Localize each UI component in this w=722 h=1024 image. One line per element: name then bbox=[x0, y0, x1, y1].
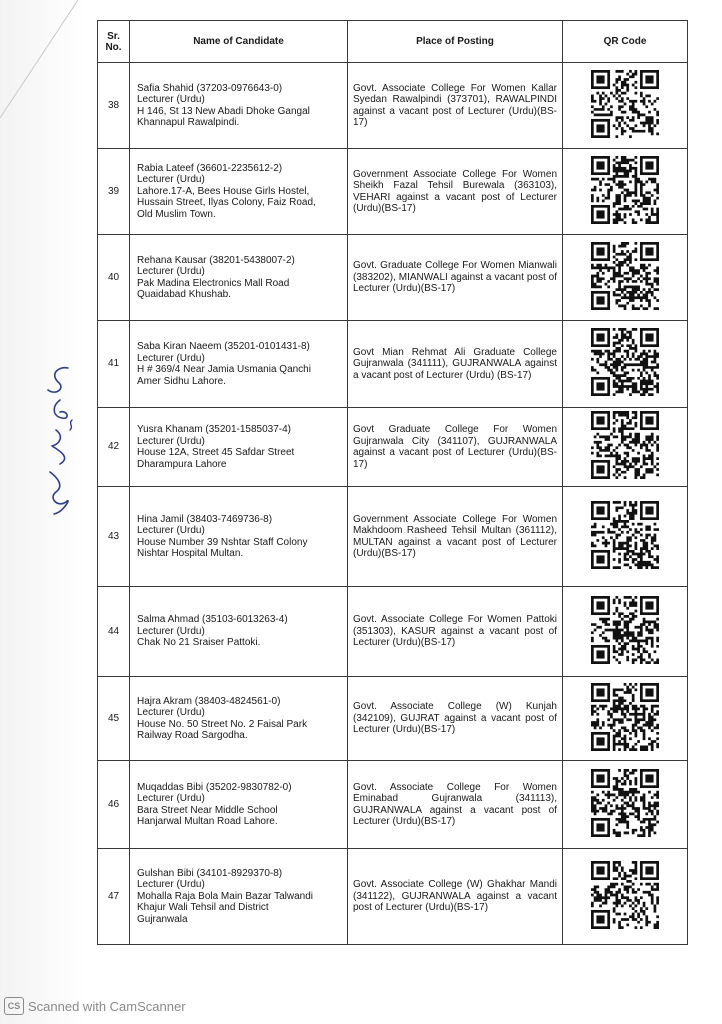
candidate-designation: Lecturer (Urdu) bbox=[137, 352, 205, 364]
candidate-details bbox=[130, 677, 348, 761]
candidate-details bbox=[130, 149, 348, 235]
posting-text: Govt. Associate College For Women Kallar Syedan Rawalpindi (373701), RAWALPINDI against a vacant post of Lecturer (Urdu)(BS-17) bbox=[353, 82, 557, 128]
place-of-posting bbox=[348, 487, 563, 587]
camscanner-logo: CS bbox=[4, 997, 24, 1015]
place-of-posting bbox=[348, 149, 563, 235]
candidate-designation: Lecturer (Urdu) bbox=[137, 525, 205, 536]
posting-text: Govt. Graduate College For Women Mianwali (383202), MIANWALI against a vacant post of Lecturer (Urdu)(BS-17) bbox=[353, 260, 557, 295]
place-of-posting bbox=[348, 408, 563, 487]
qr-code-cell bbox=[563, 408, 688, 487]
qr-code-cell bbox=[563, 761, 688, 849]
serial-number: 41 bbox=[98, 321, 130, 408]
posting-text: Govt. Associate College For Women Eminabad Gujranwala (341113), GUJRANWALA against a vacant post of Lecturer (Urdu)(BS-17) bbox=[353, 781, 557, 827]
serial-number: 46 bbox=[98, 761, 130, 849]
candidate-address-line: Old Muslim Town. bbox=[137, 208, 216, 220]
candidate-address-line: H 146, St 13 New Abadi Dhoke Gangal bbox=[137, 105, 310, 117]
candidate-designation: Lecturer (Urdu) bbox=[137, 793, 205, 804]
candidate-name-cnic: Hajra Akram (38403-4824561-0) bbox=[137, 695, 281, 707]
candidate-address-line: Hanjarwal Multan Road Lahore. bbox=[137, 816, 278, 827]
candidate-designation: Lecturer (Urdu) bbox=[137, 266, 205, 277]
posting-text: Government Associate College For Women Sheikh Fazal Tehsil Burewala (363103), VEHARI against a vacant post of Lecturer (Urdu)(BS-17) bbox=[353, 168, 557, 214]
candidate-details bbox=[130, 408, 348, 487]
candidate-address-line: Bara Street Near Middle School bbox=[137, 804, 278, 816]
candidate-designation: Lecturer (Urdu) bbox=[137, 94, 205, 105]
candidate-details bbox=[130, 63, 348, 149]
candidate-designation: Lecturer (Urdu) bbox=[137, 707, 205, 718]
candidate-address-line: Nishtar Hospital Multan. bbox=[137, 548, 244, 559]
serial-number: 47 bbox=[98, 849, 130, 945]
candidate-details bbox=[130, 487, 348, 587]
candidate-name-cnic: Hina Jamil (38403-7469736-8) bbox=[137, 513, 273, 525]
qr-code-cell bbox=[563, 677, 688, 761]
serial-number: 40 bbox=[98, 235, 130, 321]
candidate-details bbox=[130, 849, 348, 945]
candidate-details bbox=[130, 761, 348, 849]
qr-code-icon bbox=[591, 769, 659, 837]
candidate-name-cnic: Rabia Lateef (36601-2235612-2) bbox=[137, 162, 283, 174]
candidate-details bbox=[130, 235, 348, 321]
qr-code-cell bbox=[563, 235, 688, 321]
table-row bbox=[98, 761, 688, 849]
qr-code-cell bbox=[563, 587, 688, 677]
candidate-name-cnic: Saba Kiran Naeem (35201-0101431-8) bbox=[137, 341, 310, 352]
candidate-address-line: Khannapul Rawalpindi. bbox=[137, 117, 240, 128]
serial-number: 43 bbox=[98, 487, 130, 587]
qr-code-cell bbox=[563, 63, 688, 149]
candidate-address-line: Dharampura Lahore bbox=[137, 458, 227, 470]
posting-text: Govt. Associate College (W) Ghakhar Mandi (341122), GUJRANWALA against a vacant post of Lecturer (Urdu)(BS-17) bbox=[353, 879, 557, 914]
serial-number: 39 bbox=[98, 149, 130, 235]
candidate-address-line: Amer Sidhu Lahore. bbox=[137, 375, 226, 387]
serial-number: 44 bbox=[98, 587, 130, 677]
table-row bbox=[98, 408, 688, 487]
table-row bbox=[98, 63, 688, 149]
qr-code-cell bbox=[563, 487, 688, 587]
posting-text: Govt. Associate College For Women Pattoki (351303), KASUR against a vacant post of Lecturer (Urdu)(BS-17) bbox=[353, 614, 557, 649]
serial-number: 42 bbox=[98, 408, 130, 487]
candidate-designation: Lecturer (Urdu) bbox=[137, 435, 205, 447]
table-body bbox=[98, 63, 688, 945]
scanner-footer-text: Scanned with CamScanner bbox=[28, 998, 186, 1014]
candidate-address-line: House No. 50 Street No. 2 Faisal Park bbox=[137, 718, 308, 730]
qr-code-icon bbox=[591, 242, 659, 310]
candidate-address-line: Pak Madina Electronics Mall Road bbox=[137, 277, 290, 289]
handwritten-signature bbox=[38, 360, 88, 520]
header-name-of-candidate: Name of Candidate bbox=[130, 21, 348, 63]
candidate-designation: Lecturer (Urdu) bbox=[137, 174, 205, 186]
place-of-posting bbox=[348, 63, 563, 149]
candidate-address-line: Khajur Wali Tehsil and District bbox=[137, 902, 269, 914]
candidate-name-cnic: Muqaddas Bibi (35202-9830782-0) bbox=[137, 781, 292, 793]
qr-code-icon bbox=[591, 70, 659, 138]
place-of-posting bbox=[348, 761, 563, 849]
candidate-name-cnic: Salma Ahmad (35103-6013263-4) bbox=[137, 614, 288, 626]
candidate-details bbox=[130, 587, 348, 677]
qr-code-icon bbox=[591, 861, 659, 929]
qr-code-icon bbox=[591, 683, 659, 751]
candidate-address-line: House 12A, Street 45 Safdar Street bbox=[137, 447, 295, 458]
candidate-address-line: Quaidabad Khushab. bbox=[137, 289, 231, 300]
qr-code-icon bbox=[591, 411, 659, 479]
header-place-of-posting: Place of Posting bbox=[348, 21, 563, 63]
serial-number: 45 bbox=[98, 677, 130, 761]
candidate-address-line: Gujranwala bbox=[137, 913, 188, 925]
scanner-footer bbox=[4, 996, 186, 1016]
candidate-name-cnic: Yusra Khanam (35201-1585037-4) bbox=[137, 424, 291, 435]
posting-text: Govt. Associate College (W) Kunjah (342109), GUJRAT against a vacant post of Lecturer (Urdu)(BS-17) bbox=[353, 701, 557, 736]
place-of-posting bbox=[348, 587, 563, 677]
qr-code-icon bbox=[591, 596, 659, 664]
table-row bbox=[98, 149, 688, 235]
serial-number: 38 bbox=[98, 63, 130, 149]
posting-table bbox=[97, 20, 688, 945]
table-row bbox=[98, 677, 688, 761]
candidate-address-line: H # 369/4 Near Jamia Usmania Qanchi bbox=[137, 364, 311, 375]
candidate-name-cnic: Gulshan Bibi (34101-8929370-8) bbox=[137, 867, 283, 879]
table-row bbox=[98, 849, 688, 945]
header-sr-no: Sr. No. bbox=[98, 21, 130, 63]
posting-text: Government Associate College For Women Makhdoom Rasheed Tehsil Multan (361112), MULTAN against a vacant post of Lecturer (Urdu)(BS-17) bbox=[353, 513, 557, 559]
qr-code-icon bbox=[591, 501, 659, 569]
posting-text: Govt Graduate College For Women Gujranwala City (341107), GUJRANWALA against a vacant post of Lecturer (Urdu)(BS-17) bbox=[353, 424, 557, 470]
table-row bbox=[98, 487, 688, 587]
candidate-address-line: House Number 39 Nshtar Staff Colony bbox=[137, 536, 308, 548]
candidate-address-line: Railway Road Sargodha. bbox=[137, 730, 248, 741]
posting-text: Govt Mian Rehmat Ali Graduate College Gujranwala (341111), GUJRANWALA against a vacant post of Lecturer (Urdu) (BS-17) bbox=[353, 346, 557, 381]
table-row bbox=[98, 235, 688, 321]
place-of-posting bbox=[348, 235, 563, 321]
candidate-designation: Lecturer (Urdu) bbox=[137, 625, 205, 637]
candidate-name-cnic: Rehana Kausar (38201-5438007-2) bbox=[137, 254, 295, 266]
qr-code-cell bbox=[563, 149, 688, 235]
candidate-details bbox=[130, 321, 348, 408]
candidate-name-cnic: Safia Shahid (37203-0976643-0) bbox=[137, 82, 283, 94]
qr-code-cell bbox=[563, 321, 688, 408]
place-of-posting bbox=[348, 677, 563, 761]
place-of-posting bbox=[348, 321, 563, 408]
qr-code-icon bbox=[591, 156, 659, 224]
qr-code-icon bbox=[591, 328, 659, 396]
candidate-address-line: Lahore.17-A, Bees House Girls Hostel, bbox=[137, 185, 310, 197]
candidate-address-line: Mohalla Raja Bola Main Bazar Talwandi bbox=[137, 890, 314, 902]
candidate-address-line: Hussain Street, Ilyas Colony, Faiz Road, bbox=[137, 197, 316, 209]
table-row bbox=[98, 321, 688, 408]
header-qr-code: QR Code bbox=[563, 21, 688, 63]
candidate-address-line: Chak No 21 Sraiser Pattoki. bbox=[137, 637, 261, 649]
table-row bbox=[98, 587, 688, 677]
place-of-posting bbox=[348, 849, 563, 945]
table-header-row bbox=[98, 21, 688, 63]
qr-code-cell bbox=[563, 849, 688, 945]
candidate-designation: Lecturer (Urdu) bbox=[137, 879, 205, 891]
